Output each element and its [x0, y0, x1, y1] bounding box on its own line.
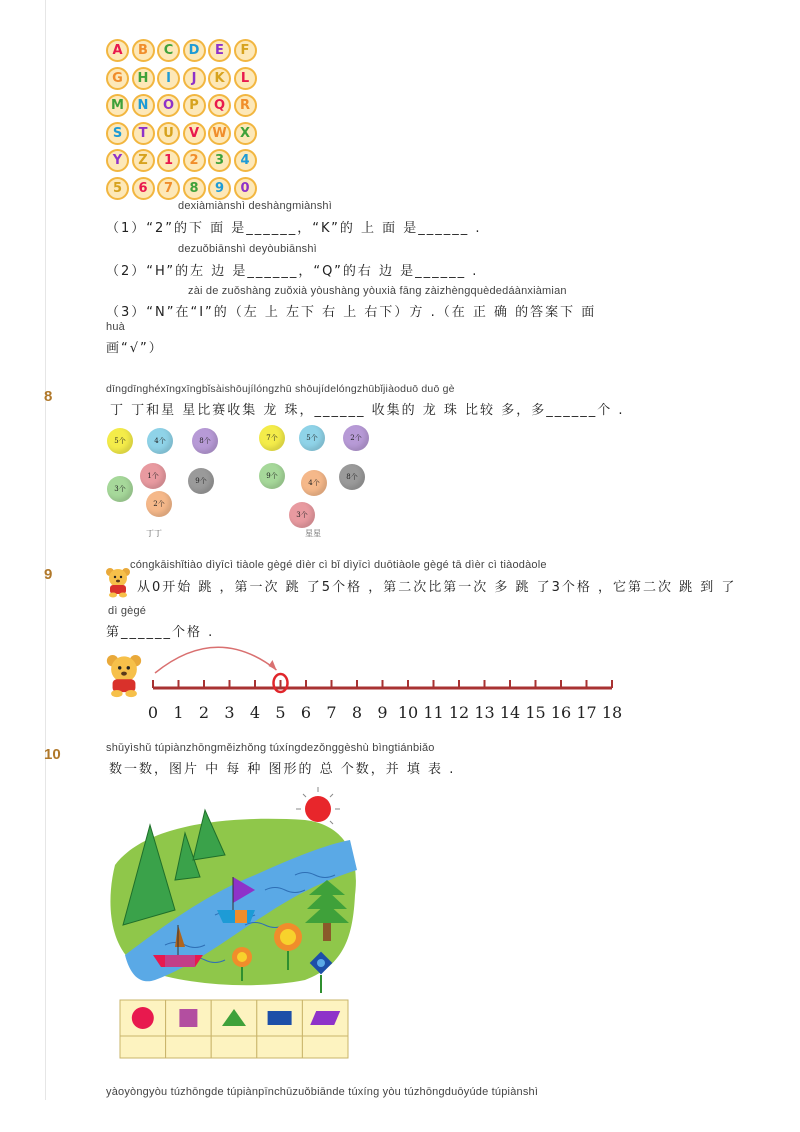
letter-badge: X [234, 122, 257, 145]
letter-badge: D [183, 39, 206, 62]
q9-text: 从0开始 跳 ，第一次 跳 了5个格 ，第二次比第一次 多 跳 了3个格 ，它第二次 跳 到 了 [137, 580, 737, 595]
letter-badge: I [157, 67, 180, 90]
q8-text: 丁 丁和星 星比赛收集 龙 珠，______ 收集的 龙 珠 比较 多，多______个 . [110, 403, 625, 418]
dragon-ball: 2个 [146, 491, 172, 517]
letter-badge: 6 [132, 177, 155, 200]
q7-p1-text: （1）“2”的下 面 是______，“K”的 上 面 是______ . [106, 221, 482, 236]
letter-badge: 4 [234, 149, 257, 172]
number-line-label: 12 [448, 703, 470, 722]
number-line-label: 5 [275, 703, 286, 722]
bear-on-line-icon [104, 650, 144, 704]
dragon-ball: 9个 [188, 468, 214, 494]
number-line-label: 4 [249, 703, 261, 722]
letter-badge: B [132, 39, 155, 62]
circle-shape-icon [132, 1007, 154, 1029]
table-count-cell [302, 1036, 348, 1058]
letter-badge: L [234, 67, 257, 90]
letter-badge: C [157, 39, 180, 62]
q8-pinyin: dīngdīnghéxīngxīngbǐsàishōujílóngzhū shōujídelóngzhūbǐjiàoduō duō gè [106, 383, 455, 395]
jump-arrow-head [269, 660, 277, 670]
number-line-label: 6 [300, 703, 312, 722]
river-scene-picture [105, 785, 365, 1065]
q9-pinyin-2: dì gègé [108, 605, 147, 617]
dragon-ball: 4个 [147, 428, 173, 454]
question-number-8: 8 [44, 388, 53, 405]
table-count-cell [211, 1036, 257, 1058]
dragon-ball: 7个 [259, 425, 285, 451]
letter-badge: U [157, 122, 180, 145]
letter-badge: 7 [157, 177, 180, 200]
q9-pinyin: cóngkāishǐtiào dìyīcì tiàole gègé dìèr cì bǐ dìyīcì duōtiàole gègé tā dìèr cì tiàodàole [130, 559, 547, 571]
dragon-ball: 4个 [301, 470, 327, 496]
number-line-label: 2 [198, 703, 210, 722]
xingxing-label: 星星 [305, 529, 321, 538]
number-line-label: 13 [474, 703, 495, 722]
letter-badge: 5 [106, 177, 129, 200]
number-line-label: 7 [326, 703, 337, 722]
dragon-ball: 3个 [107, 476, 133, 502]
q7-p3-text: （3）“N”在“I”的（左 上 左下 右 上 右下）方 .（在 正 确 的答案下 面 [106, 305, 597, 320]
q7-p1-pinyin: dexiàmiànshì deshàngmiànshì [178, 200, 332, 212]
number-line-label: 14 [499, 703, 521, 722]
letter-badge: E [208, 39, 231, 62]
letter-badge: S [106, 122, 129, 145]
dragon-ball: 2个 [343, 425, 369, 451]
jump-arc [155, 647, 277, 673]
q7-p3-text-2: 画“√”） [106, 341, 164, 356]
table-count-cell [257, 1036, 303, 1058]
letter-badge: Q [208, 94, 231, 117]
table-count-cell [166, 1036, 212, 1058]
dragon-ball: 5个 [107, 428, 133, 454]
number-line-label: 9 [377, 703, 388, 722]
letter-badge: K [208, 67, 231, 90]
q10-pinyin: shǔyìshǔ túpiànzhōngměizhǒng túxíngdezǒnggèshù bìngtiánbiǎo [106, 742, 435, 754]
letter-badge: M [106, 94, 129, 117]
q10-bottom-pinyin: yàoyòngyòu túzhōngde túpiànpīnchūzuǒbiānde túxíng yòu túzhōngduōyúde túpiànshì [106, 1086, 539, 1098]
letter-badge: Z [132, 149, 155, 172]
letter-badge: T [132, 122, 155, 145]
letter-badge: J [183, 67, 206, 90]
letter-badge: R [234, 94, 257, 117]
q7-p2-pinyin: dezuǒbiānshì deyòubiānshì [178, 243, 317, 255]
letter-badge: G [106, 67, 129, 90]
letter-badge: 3 [208, 149, 231, 172]
square-shape-icon [179, 1009, 197, 1027]
letter-badge: F [234, 39, 257, 62]
letter-badge: 2 [183, 149, 206, 172]
number-line-label: 8 [351, 703, 363, 722]
letter-badge: 0 [234, 177, 257, 200]
letter-badge: 8 [183, 177, 206, 200]
letter-badge: H [132, 67, 155, 90]
bear-icon [104, 566, 132, 602]
rectangle-shape-icon [268, 1011, 292, 1025]
q9-text-2: 第______个格 . [106, 625, 215, 640]
letter-badge: N [132, 94, 155, 117]
dragon-ball: 9个 [259, 463, 285, 489]
dragon-ball: 3个 [289, 502, 315, 528]
q7-p3-pinyin: zài de zuǒshàng zuǒxià yòushàng yòuxià fāng zàizhèngquèdedáànxiàmian [188, 285, 567, 297]
number-line-label: 10 [397, 703, 419, 722]
number-line-label: 17 [576, 703, 597, 722]
letter-badge: V [183, 122, 206, 145]
number-line-label: 0 [147, 703, 159, 722]
q7-p2-text: （2）“H”的左 边 是______，“Q”的右 边 是______ . [106, 264, 479, 279]
dragon-ball: 8个 [192, 428, 218, 454]
letter-badge: 9 [208, 177, 231, 200]
letter-badge: 1 [157, 149, 180, 172]
margin-line [45, 0, 46, 1100]
letter-badge: Y [106, 149, 129, 172]
number-line-label: 18 [601, 703, 623, 722]
letter-badge: P [183, 94, 206, 117]
number-line-label: 11 [423, 703, 444, 722]
question-number-9: 9 [44, 566, 53, 583]
dingding-label: 丁丁 [146, 529, 162, 538]
dragon-ball: 8个 [339, 464, 365, 490]
table-count-cell [120, 1036, 166, 1058]
letter-badge: W [208, 122, 231, 145]
number-line-label: 15 [525, 703, 546, 722]
dragon-ball: 1个 [140, 463, 166, 489]
letter-badge: O [157, 94, 180, 117]
question-number-10: 10 [44, 746, 61, 763]
q10-text: 数一数，图片 中 每 种 图形的 总 个数，并 填 表 . [109, 762, 456, 777]
number-line-label: 3 [224, 703, 235, 722]
q7-p3-pinyin-2: huà [106, 321, 125, 333]
number-line-label: 16 [550, 703, 572, 722]
dragon-ball: 5个 [299, 425, 325, 451]
number-line [140, 640, 640, 725]
letter-badge: A [106, 39, 129, 62]
number-line-label: 1 [173, 703, 184, 722]
